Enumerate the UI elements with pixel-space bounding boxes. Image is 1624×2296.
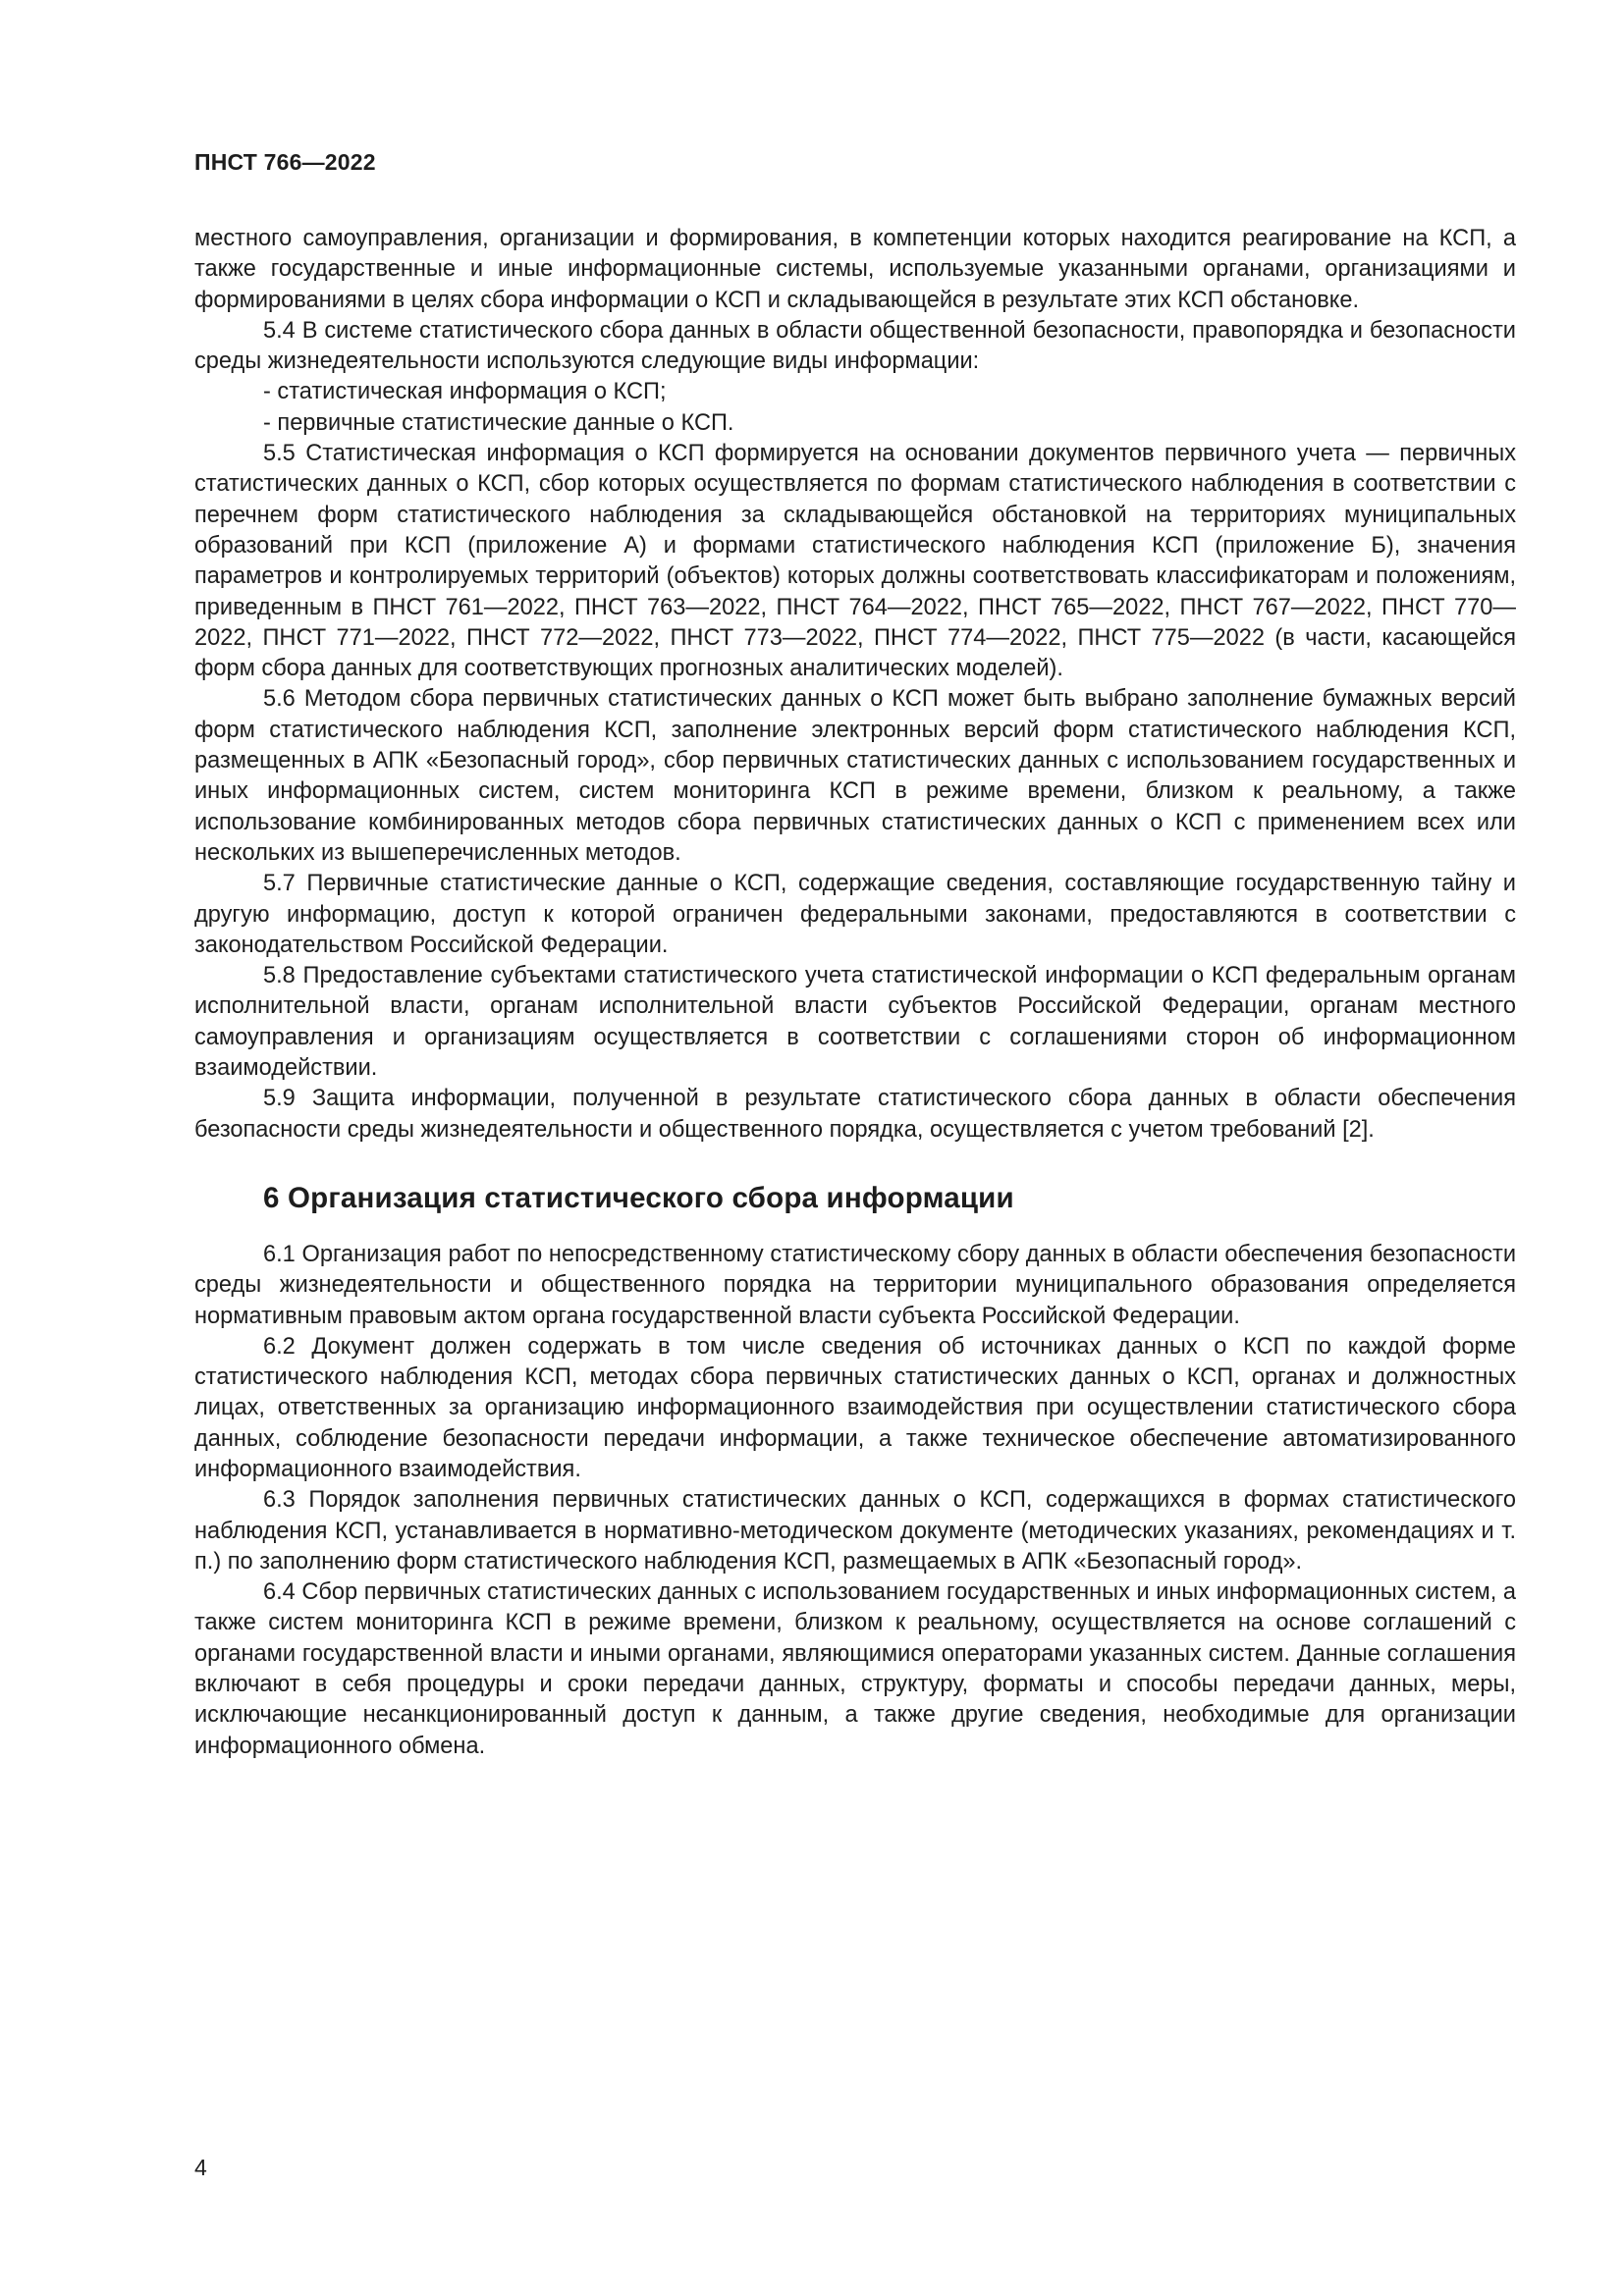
paragraph-6.3: 6.3 Порядок заполнения первичных статистических данных о КСП, содержащихся в формах статистического наблюдения КСП, устанавливается в нормативно-методическом документе (методических указаниях, рекомендациях и т. п.) по заполнению форм статистического наблюдения КСП, размещаемых в АПК «Безопасный город». bbox=[194, 1487, 1516, 1575]
paragraph-5.7: 5.7 Первичные статистические данные о КСП, содержащие сведения, составляющие государственную тайну и другую информацию, доступ к которой ограничен федеральными законами, предоставляются в соответствии с законодательством Российской Федерации. bbox=[194, 871, 1516, 958]
paragraph-5.4: 5.4 В системе статистического сбора данных в области общественной безопасности, правопорядка и безопасности среды жизнедеятельности используются следующие виды информации: bbox=[194, 317, 1516, 375]
paragraph-5.8: 5.8 Предоставление субъектами статистического учета статистической информации о КСП федеральным органам исполнительной власти, органам исполнительной власти субъектов Российской Федерации, органам местного самоуправления и организациям осуществляется в соответствии с соглашениями сторон об информационном взаимодействии. bbox=[194, 963, 1516, 1082]
document-code-header: ПНСТ 766—2022 bbox=[194, 149, 376, 175]
paragraph-continuation: местного самоуправления, организации и формирования, в компетенции которых находится реагирование на КСП, а также государственные и иные информационные системы, используемые указанными органами, организациями и формированиями в целях сбора информации о КСП и складывающейся в результате этих КСП обстановке. bbox=[194, 226, 1516, 313]
paragraph-5.6: 5.6 Методом сбора первичных статистических данных о КСП может быть выбрано заполнение бумажных версий форм статистического наблюдения КСП, заполнение электронных версий форм статистического наблюдения КСП, размещенных в АПК «Безопасный город», сбор первичных статистических данных с использованием государственных и иных информационных систем, систем мониторинга КСП в режиме времени, близком к реальному, а также использование комбинированных методов сбора первичных статистических данных о КСП с применением всех или нескольких из вышеперечисленных методов. bbox=[194, 686, 1516, 866]
paragraph-6.2: 6.2 Документ должен содержать в том числе сведения об источниках данных о КСП по каждой форме статистического наблюдения КСП, методах сбора первичных статистических данных о КСП, органах и должностных лицах, ответственных за организацию информационного взаимодействия при осуществлении статистического сбора данных, соблюдение безопасности передачи информации, а также техническое обеспечение автоматизированного информационного взаимодействия. bbox=[194, 1333, 1516, 1482]
section-6-paragraphs bbox=[194, 1240, 1516, 1762]
paragraph-6.1: 6.1 Организация работ по непосредственному статистическому сбору данных в области обеспечения безопасности среды жизнедеятельности и общественного порядка на территории муниципального образования определяется нормативным правовым актом органа государственной власти субъекта Российской Федерации. bbox=[194, 1241, 1516, 1329]
list-item: - первичные статистические данные о КСП. bbox=[263, 409, 734, 436]
list-item: - статистическая информация о КСП; bbox=[263, 379, 667, 405]
page-number: 4 bbox=[194, 2155, 207, 2180]
paragraph-6.4: 6.4 Сбор первичных статистических данных с использованием государственных и иных информационных систем, а также систем мониторинга КСП в режиме времени, близком к реальному, осуществляется на основе соглашений с органами государственной власти и иными органами, являющимися операторами указанных систем. Данные соглашения включают в себя процедуры и сроки передачи данных, структуру, форматы и способы передачи данных, меры, исключающие несанкционированный доступ к данным, а также другие сведения, необходимые для организации информационного обмена. bbox=[194, 1579, 1516, 1759]
document-body bbox=[194, 224, 1516, 1762]
section-5-paragraphs bbox=[194, 224, 1516, 1146]
paragraph-5.9: 5.9 Защита информации, полученной в результате статистического сбора данных в области обеспечения безопасности среды жизнедеятельности и общественного порядка, осуществляется с учетом требований [2]. bbox=[194, 1086, 1516, 1143]
section-6-heading: 6 Организация статистического сбора информации bbox=[263, 1181, 1014, 1214]
paragraph-5.5: 5.5 Статистическая информация о КСП формируется на основании документов первичного учета — первичных статистических данных о КСП, сбор которых осуществляется по формам статистического наблюдения в соответствии с перечнем форм статистического наблюдения за складывающейся обстановкой на территориях муниципальных образований при КСП (приложение А) и формами статистического наблюдения КСП (приложение Б), значения параметров и контролируемых территорий (объектов) которых должны соответствовать классификаторам и положениям, приведенным в ПНСТ 761—2022, ПНСТ 763—2022, ПНСТ 764—2022, ПНСТ 765—2022, ПНСТ 767—2022, ПНСТ 770—2022, ПНСТ 771—2022, ПНСТ 772—2022, ПНСТ 773—2022, ПНСТ 774—2022, ПНСТ 775—2022 (в части, касающейся форм сбора данных для соответствующих прогнозных аналитических моделей). bbox=[194, 441, 1516, 682]
